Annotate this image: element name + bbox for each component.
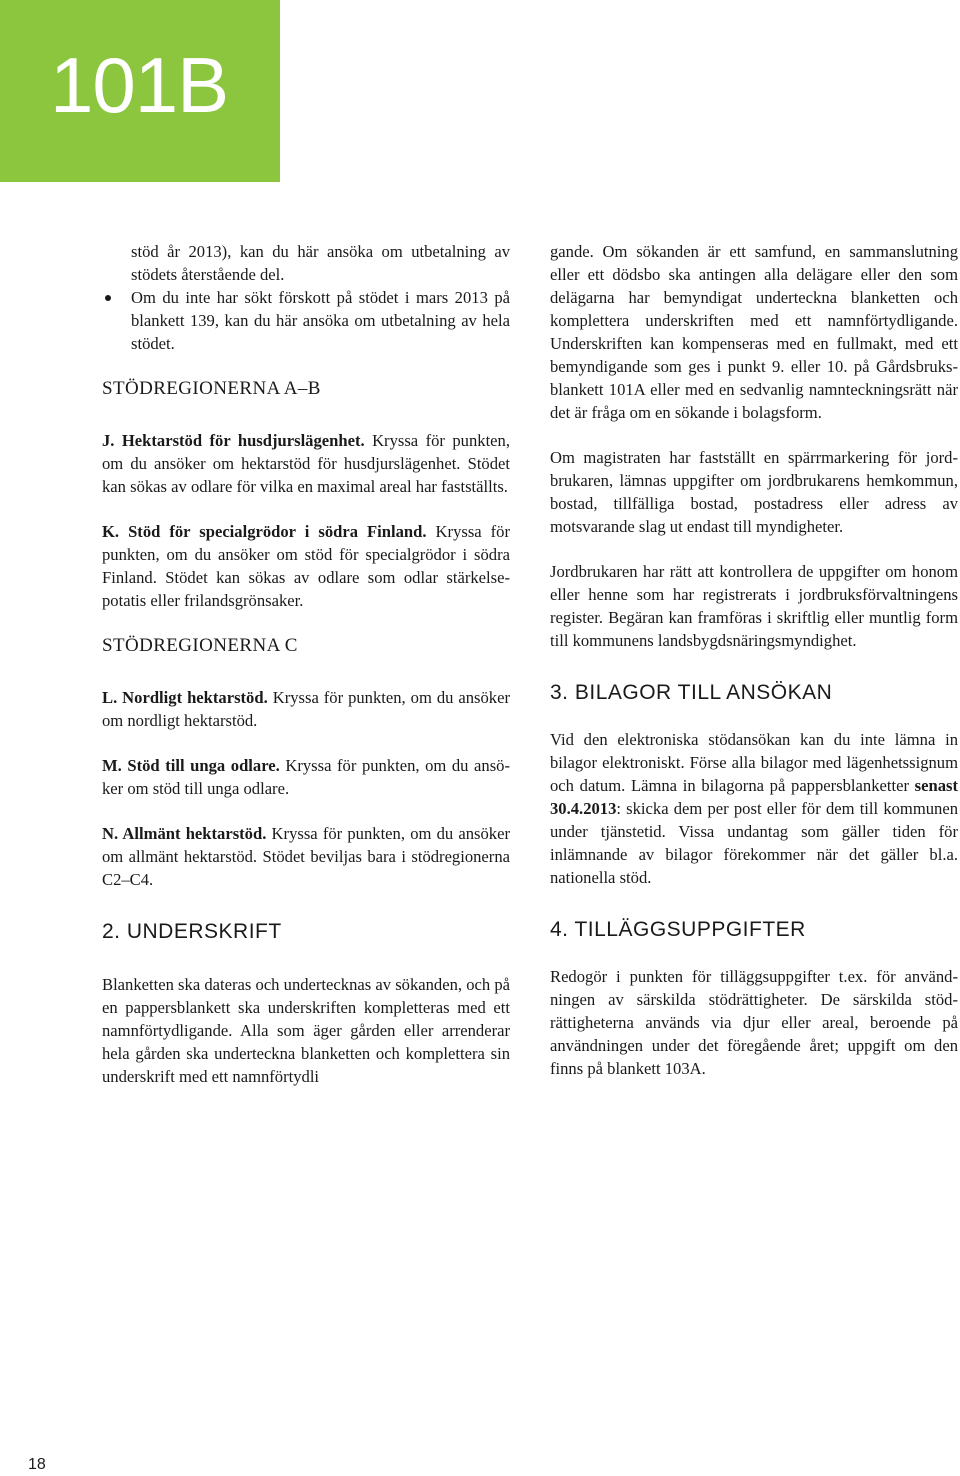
item-m (102, 754, 510, 800)
section-2-paragraph: Blanketten ska dateras och undertecknas av sökanden, och på en pappersblankett ska underskriften kompletteras med ett namnförtydligande. Alla som äger gården eller arrenderar hela gården ska underteckna blanketten och komplettera sin underskrift med ett namnförtydli (102, 975, 510, 1086)
rights-paragraph: Jordbrukaren har rätt att kontrollera de uppgifter om honom eller henne som har registrerats i jordbruksförvaltningens register. Begäran kan framföras i skriftlig eller muntlig form till kommunens landsbygdsnäringsmyndighet. (550, 562, 958, 650)
page-number: 18 (28, 1456, 46, 1473)
section-3-text-a: Vid den elektroniska stödansökan kan du inte lämna in bilagor elektroniskt. Förse alla bilagor med lägenhetssignum och datum. Lämna in bilagorna på pappersblanketter (550, 730, 958, 795)
section-4-heading: 4. TILLÄGGSUPPGIFTER (550, 918, 806, 941)
item-j (102, 429, 510, 498)
badge-label: 101B (50, 41, 229, 129)
continued-paragraph: stöd år 2013), kan du här ansöka om utbetalning av stödets återstående del. (131, 242, 510, 284)
section-3-heading: 3. BILAGOR TILL ANSÖKAN (550, 681, 833, 704)
restriction-paragraph: Om magistraten har fastställt en spärrmarkering för jordbrukaren, lämnas uppgifter om jordbrukarens hemkommun, bostad, tillfälliga bostad, postadress eller adress av motsvarande slag ut endast till myndigheter. (550, 448, 958, 536)
section-2-heading: 2. UNDERSKRIFT (102, 920, 282, 943)
item-l-text: Kryssa för punkten, om du ansöker om nordligt hektarstöd. (102, 688, 510, 730)
item-k-text: Kryssa för punkten, om du ansöker om stöd för specialgrödor i södra Finland. Stödet kan sökas av odlare som odlar stärkelsepotatis eller frilandsgrönsaker. (102, 522, 511, 610)
item-m-text: Kryssa för punkten, om du ansöker om stöd till unga odlare. (102, 756, 510, 798)
item-k-title: K. Stöd för specialgrödor i södra Finland. (102, 522, 427, 541)
item-n-title: N. Allmänt hektarstöd. (102, 824, 267, 843)
item-m-title: M. Stöd till unga odlare. (102, 756, 280, 775)
item-j-text: Kryssa för punkten, om du ansöker om hektarstöd för husdjurslägenhet. Stödet kan sökas av odlare för vilka en maximal areal har fastställts. (102, 431, 510, 496)
bullet-item (102, 286, 510, 355)
section-4-paragraph: Redogör i punkten för tilläggsuppgifter t.ex. för användningen av särskilda stödrättigheter. De särskilda stödrättigheterna används via djur eller areal, beroende på användningen under det föregående året; uppgift om den finns på blankett 103A. (550, 967, 958, 1078)
section-3-deadline: senast 30.4.2013 (550, 776, 958, 818)
signature-continued-paragraph: gande. Om sökanden är ett samfund, en sammanslutning eller ett dödsbo ska antingen alla delägare eller den som delägarna har bemyndigat underteckna blanketten och komplettera underskriften med ett namnförtydligande. Underskriften kan kompenseras med en fullmakt, med ett bemyndigande som ges i punkt 9. eller 10. på Gårdsbruksblankett 101A eller med en sedvanlig namnteckningsrätt när det är fråga om en sökande i bolagsform. (550, 242, 958, 422)
continued-item (102, 240, 510, 286)
item-l (102, 686, 510, 732)
heading-regions-c: STÖDREGIONERNA C (102, 635, 298, 656)
item-l-title: L. Nordligt hektarstöd. (102, 688, 268, 707)
item-j-title: J. Hektarstöd för husdjurslägenhet. (102, 431, 365, 450)
section-badge (0, 0, 280, 182)
bullet-paragraph: Om du inte har sökt förskott på stödet i mars 2013 på blankett 139, kan du här ansöka om utbetalning av hela stödet. (131, 288, 510, 353)
right-column (550, 240, 958, 1080)
heading-regions-ab: STÖDREGIONERNA A–B (102, 378, 321, 399)
bullet-icon (105, 295, 111, 301)
item-n (102, 822, 510, 891)
item-k (102, 520, 510, 612)
section-3-paragraph (550, 728, 958, 889)
item-n-text: Kryssa för punkten, om du ansöker om allmänt hektarstöd. Stödet beviljas bara i stödregionerna C2–C4. (102, 824, 510, 889)
section-3-text-b: : skicka dem per post eller för dem till kommunen under tjänstetid. Vissa undantag som gäller tiden för inlämnande av bilagor förekommer när det gäller bl.a. nationella stöd. (550, 799, 958, 887)
left-column (102, 240, 510, 1088)
